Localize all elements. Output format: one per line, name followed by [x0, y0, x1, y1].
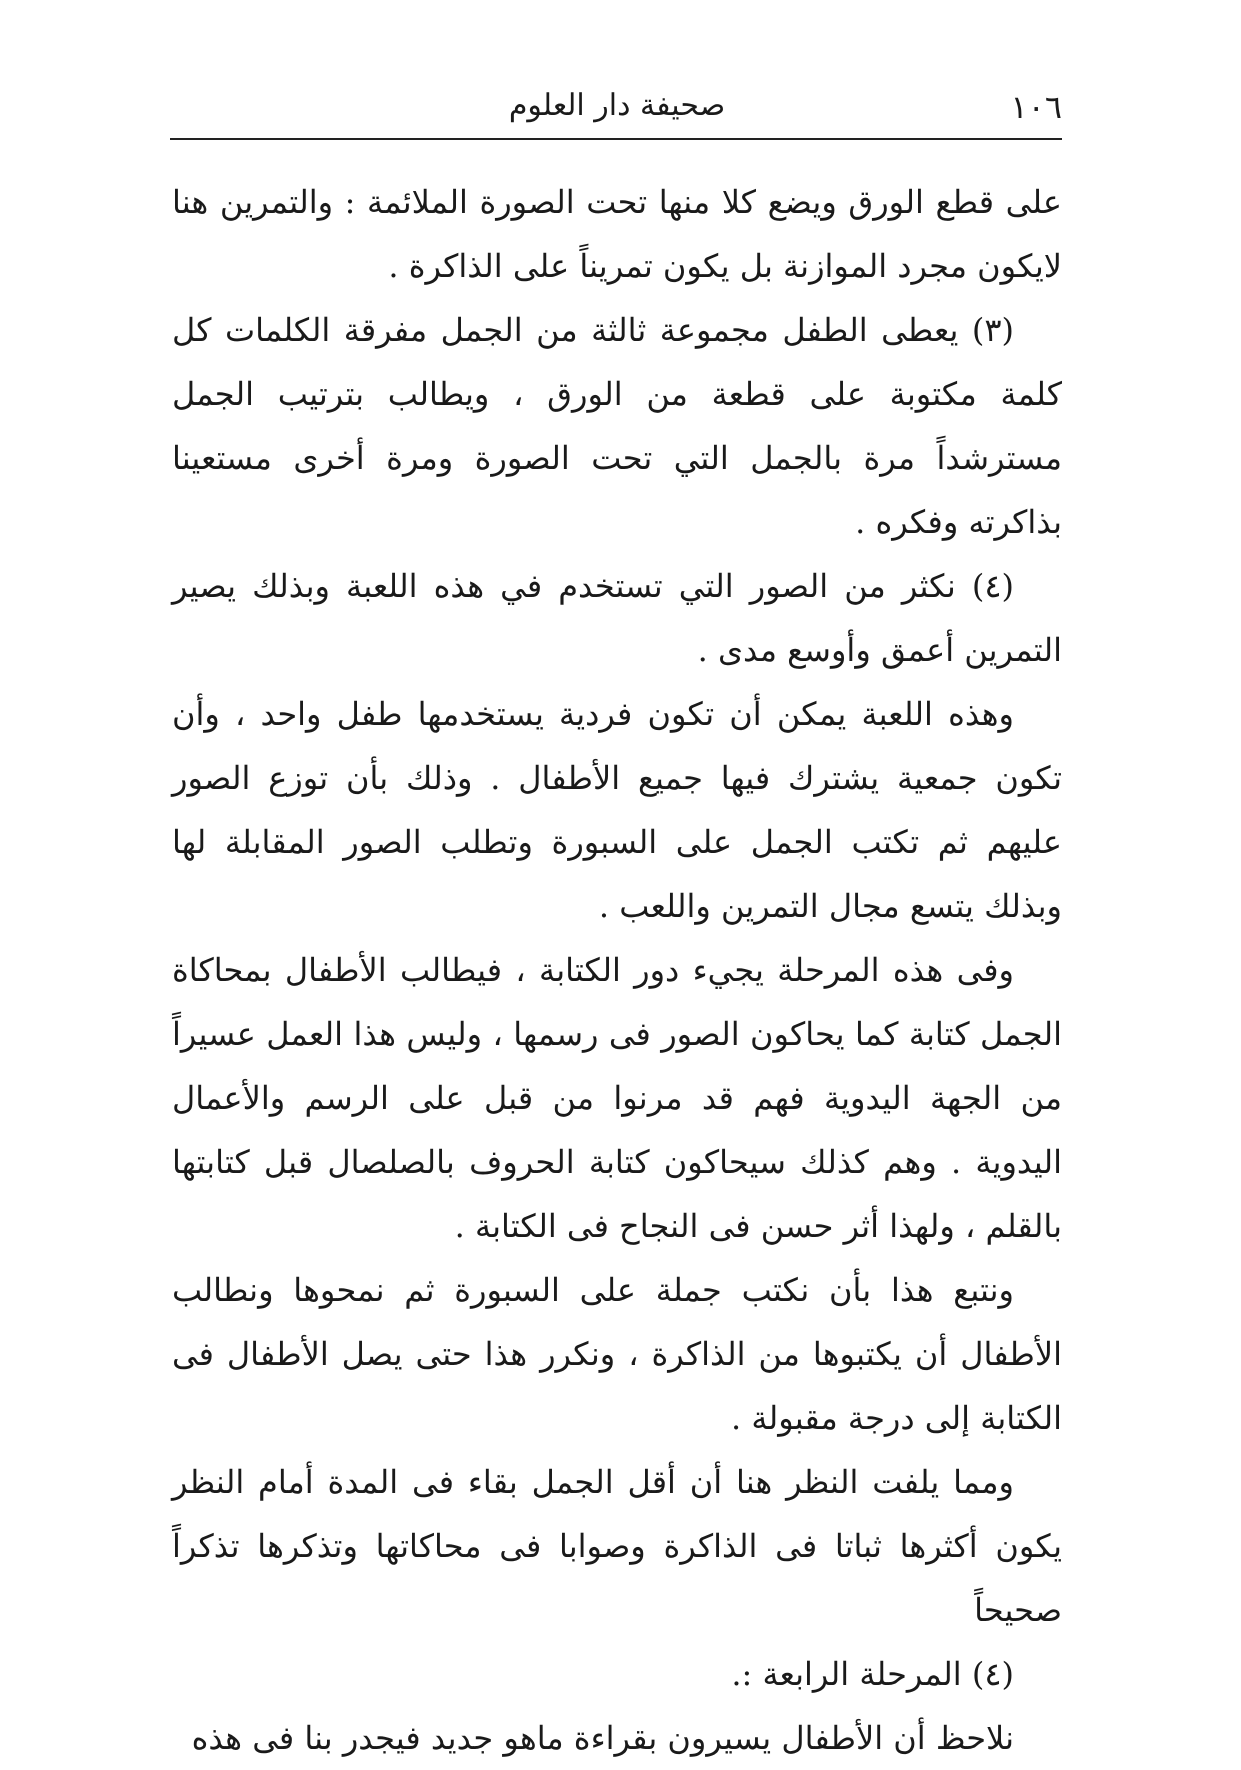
paragraph: وفى هذه المرحلة يجيء دور الكتابة ، فيطالب الأطفال بمحاكاة الجمل كتابة كما يحاكون الصور فى رسمها ، وليس هذا العمل عسيراً من الجهة اليدوية فهم قد مرنوا من قبل على الرسم والأعمال اليدوية . وهم كذلك سيحاكون كتابة الحروف بالصلصال قبل كتابتها بالقلم ، ولهذا أثر حسن فى النجاح فى الكتابة . [172, 951, 1063, 1245]
header-rule [170, 138, 1062, 140]
paragraph: ونتبع هذا بأن نكتب جملة على السبورة ثم نمحوها ونطالب الأطفال أن يكتبوها من الذاكرة ، ونكرر هذا حتى يصل الأطفال فى الكتابة إلى درجة مقبولة . [172, 1271, 1062, 1437]
page-header [172, 82, 1062, 132]
section-heading: (٤) المرحلة الرابعة :. [731, 1655, 1014, 1693]
paragraph: (٣) يعطى الطفل مجموعة ثالثة من الجمل مفرقة الكلمات كل كلمة مكتوبة على قطعة من الورق ، ويطالب بترتيب الجمل مسترشداً مرة بالجمل التي تحت الصورة ومرة أخرى مستعينا بذاكرته وفكره . [172, 311, 1062, 541]
paragraph: نلاحظ أن الأطفال يسيرون بقراءة ماهو جديد فيجدر بنا فى هذه [191, 1719, 1014, 1757]
running-title: صحيفة دار العلوم [508, 88, 726, 123]
paragraph: على قطع الورق ويضع كلا منها تحت الصورة الملائمة : والتمرين هنا لايكون مجرد الموازنة بل يكون تمريناً على الذاكرة . [172, 183, 1062, 285]
paragraph: وهذه اللعبة يمكن أن تكون فردية يستخدمها طفل واحد ، وأن تكون جمعية يشترك فيها جميع الأطفال . وذلك بأن توزع الصور عليهم ثم تكتب الجمل على السبورة وتطلب الصور المقابلة لها وبذلك يتسع مجال التمرين واللعب . [172, 695, 1062, 925]
page-number: ١٠٦ [1010, 88, 1062, 126]
paragraph: (٤) نكثر من الصور التي تستخدم في هذه اللعبة وبذلك يصير التمرين أعمق وأوسع مدى . [172, 567, 1062, 669]
paragraph: ومما يلفت النظر هنا أن أقل الجمل بقاء فى المدة أمام النظر يكون أكثرها ثباتا فى الذاكرة وصوابا فى محاكاتها وتذكرها تذكراً صحيحاً [172, 1463, 1063, 1629]
body-text [172, 170, 1062, 1770]
